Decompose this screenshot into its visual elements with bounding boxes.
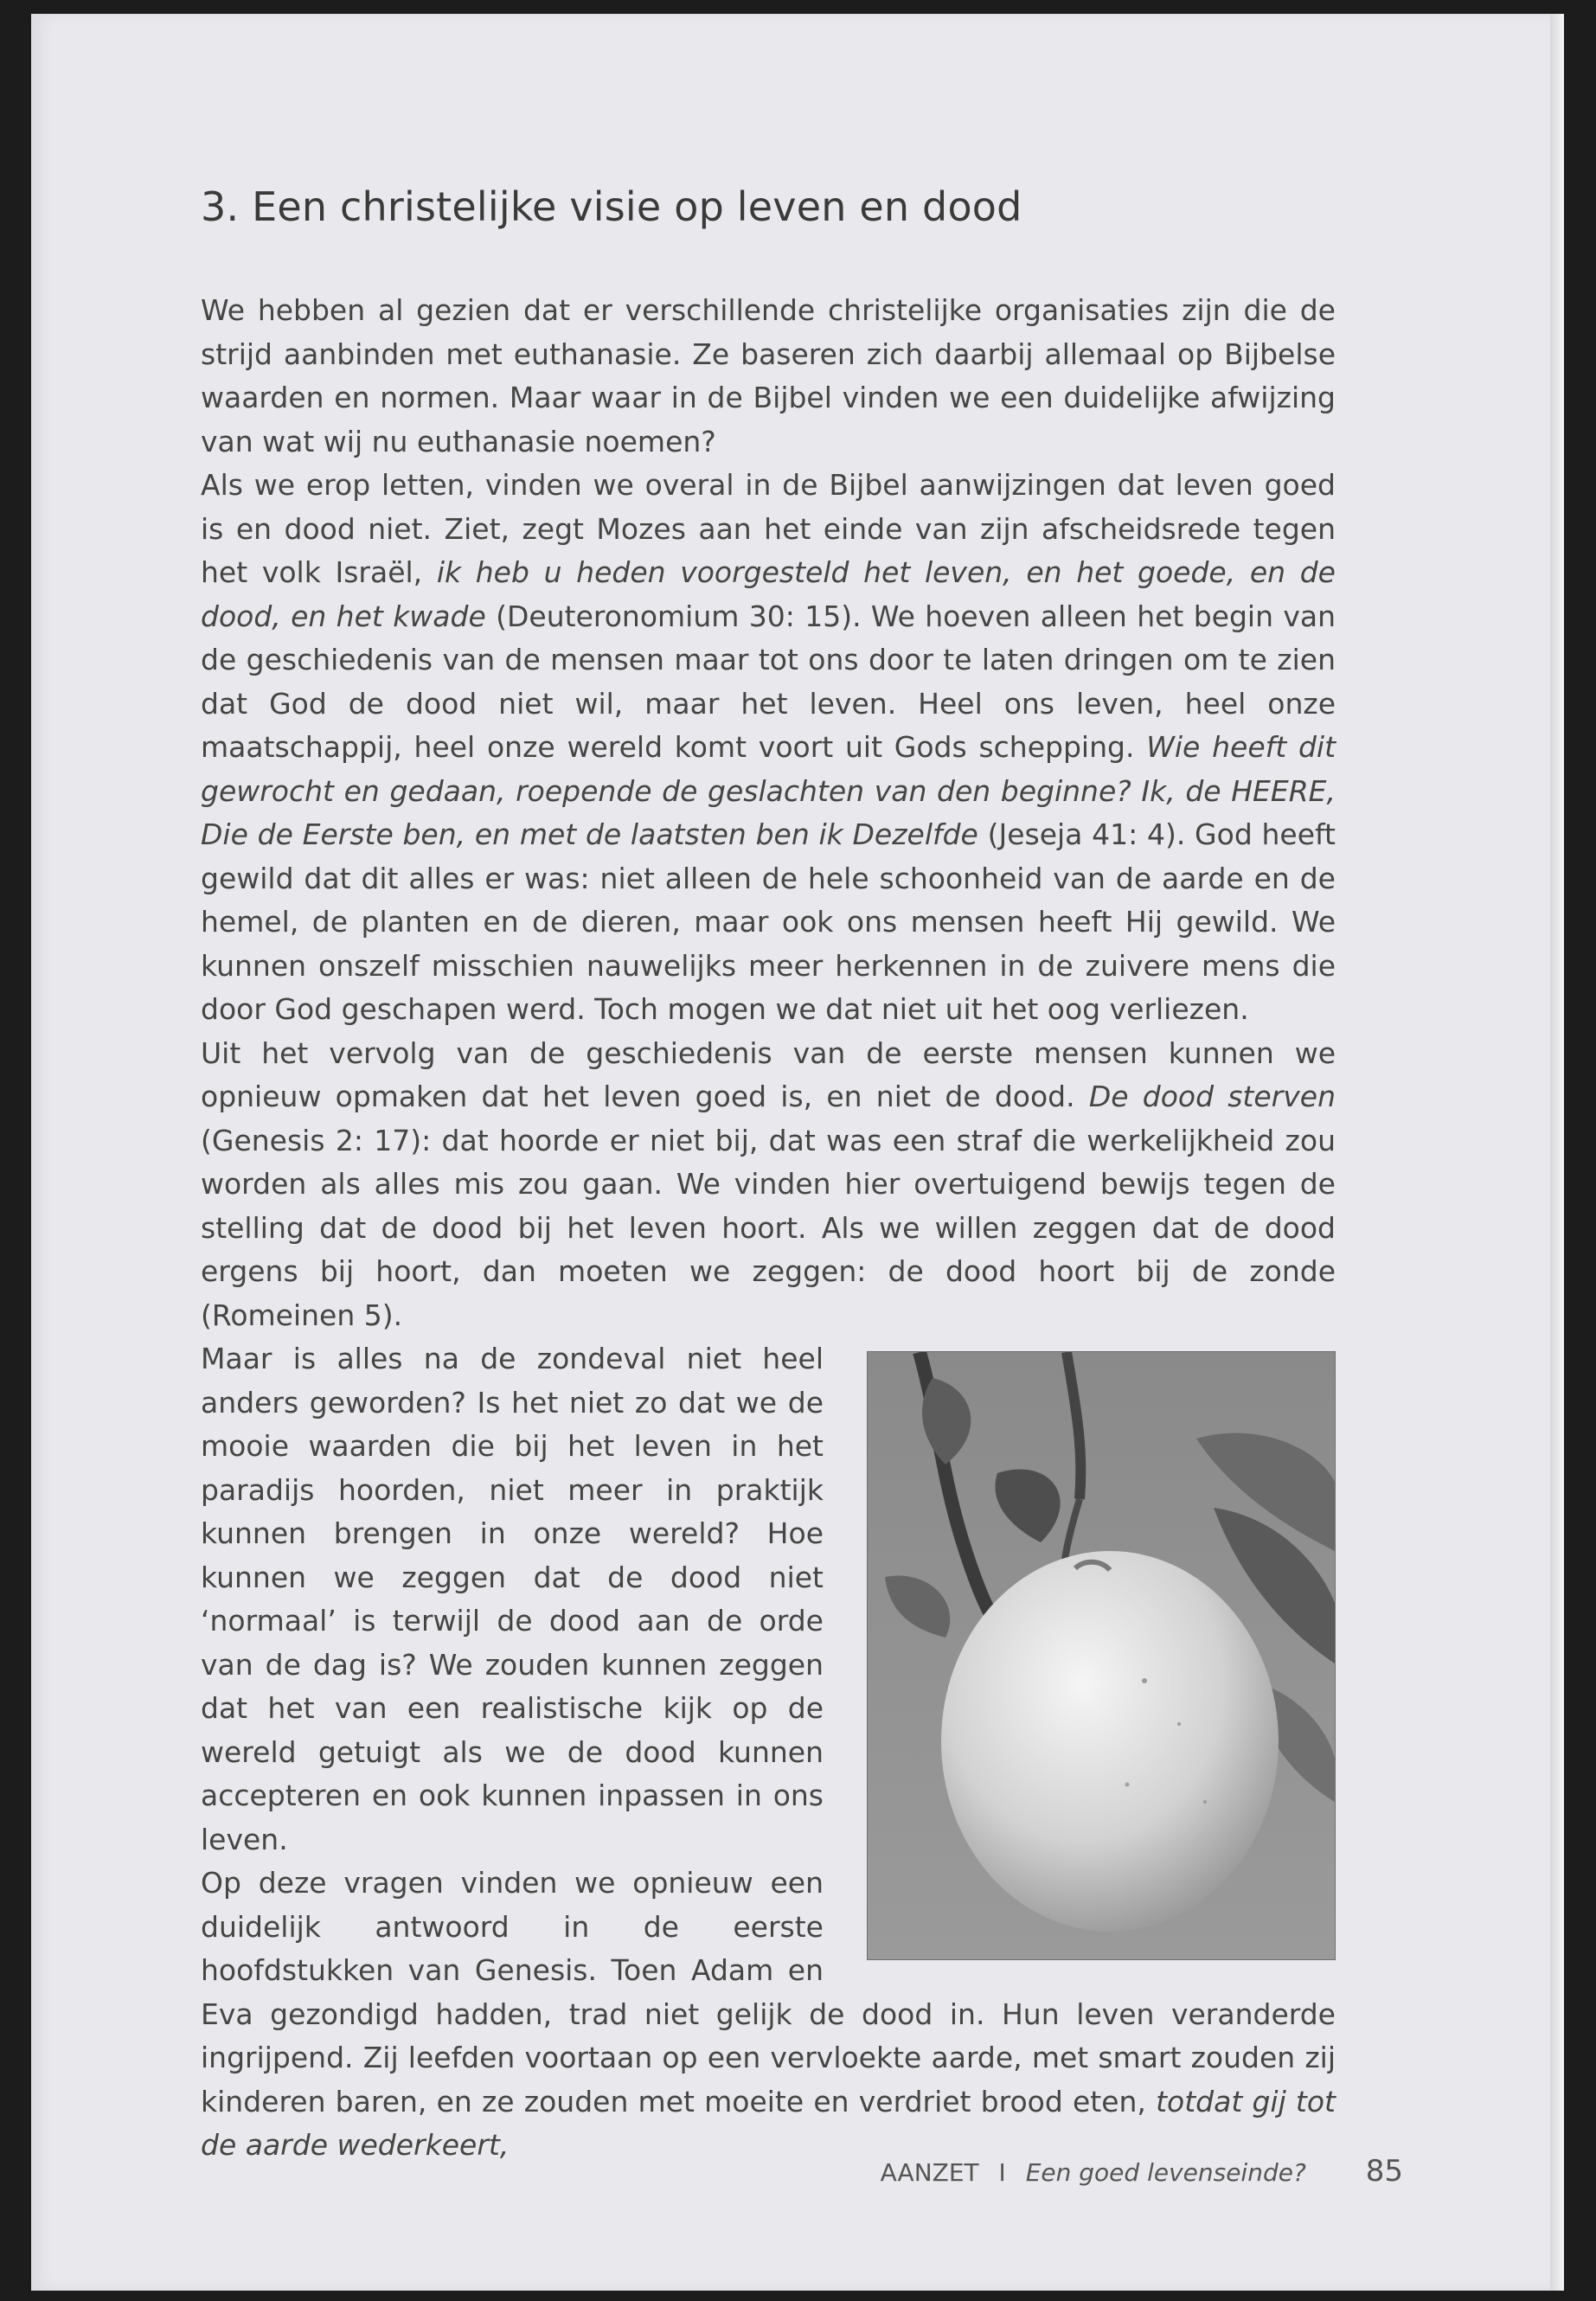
text-run: (Genesis 2: 17): dat hoorde er niet bij, dat was een straf die werkelijkheid zou worden als alles mis zou gaan. We vinden hier overtuigend bewijs tegen de stelling dat de dood bij het leven hoort. Als we willen zeggen dat de dood ergens bij hoort, dan moeten we zeggen: de dood hoort bij de zonde (Romeinen 5). xyxy=(201,1123,1336,1332)
text-run: Maar is alles na de zondeval niet heel anders geworden? Is het niet zo dat we de mooie waarden die bij het leven in het paradijs hoorden, niet meer in praktijk kunnen brengen in onze wereld? Hoe kunnen we zeggen dat de dood niet ‘normaal’ is terwijl de dood aan de orde van de dag is? We zouden kunnen zeggen dat het van een realistische kijk op de wereld getuigt als we de dood kunnen accepteren en ook kunnen inpassen in ons leven. xyxy=(201,1342,824,1856)
footer-book-title: Een goed levenseinde? xyxy=(1025,2158,1306,2187)
text-run: Op deze vragen vinden we opnieuw een duidelijk antwoord in de eerste hoofdstukken van Genesis. Toen Adam en Eva gezondigd hadden, trad niet gelijk de dood in. Hun leven veranderde ingrijpend. Zij leefden voortaan op een vervloekte aarde, met smart zouden zij kinderen baren, en ze zouden met moeite en verdriet brood eten, xyxy=(201,1866,1336,2118)
footer-separator: I xyxy=(998,2158,1006,2187)
footer-series: AANZET xyxy=(880,2158,979,2187)
italic-text-run: ik heb u heden voorgesteld het leven, en het goede, en de dood, en het kwade xyxy=(201,555,1336,633)
paragraph xyxy=(201,464,1336,1032)
section-heading: 3. Een christelijke visie op leven en dood xyxy=(201,183,1022,230)
book-page xyxy=(31,14,1564,2291)
page-number: 85 xyxy=(1365,2154,1403,2189)
text-run: We hebben al gezien dat er verschillende christelijke organisaties zijn die de strijd aanbinden met euthanasie. Ze baseren zich daarbij allemaal op Bijbelse waarden en normen. Maar waar in de Bijbel vinden we een duidelijke afwijzing van wat wij nu euthanasie noemen? xyxy=(201,293,1336,458)
apple-photo-image xyxy=(868,1352,1335,1959)
running-footer xyxy=(881,2154,1403,2189)
italic-text-run: totdat gij tot de aarde wederkeert, xyxy=(201,2084,1336,2162)
text-run: Als we erop letten, vinden we overal in de Bijbel aanwijzingen dat leven goed is en dood niet. Ziet, zegt Mozes aan het einde van zijn afscheidsrede tegen het volk Israël, xyxy=(201,468,1336,589)
text-run: (Deuteronomium 30: 15). We hoeven alleen het begin van de geschiedenis van de mensen maar tot ons door te laten dringen om te zien dat God de dood niet wil, maar het leven. Heel ons leven, heel onze maatschappij, heel onze wereld komt voort uit Gods schepping. xyxy=(201,599,1336,764)
body-text xyxy=(201,289,1336,2168)
paragraph xyxy=(201,289,1336,464)
italic-text-run: Wie heeft dit gewrocht en gedaan, roepende de geslachten van den beginne? Ik, de HEERE, Die de Eerste ben, en met de laatsten ben ik Dezelfde xyxy=(201,730,1336,851)
text-run: Uit het vervolg van de geschiedenis van de eerste mensen kunnen we opnieuw opmaken dat het leven goed is, en niet de dood. xyxy=(201,1035,1336,1113)
italic-text-run: De dood sterven xyxy=(1088,1080,1336,1113)
page-spine-edge xyxy=(1550,14,1564,2291)
text-run: (Jeseja 41: 4). God heeft gewild dat dit alles er was: niet alleen de hele schoonheid van de aarde en de hemel, de planten en de dieren, maar ook ons mensen heeft Hij gewild. We kunnen onszelf misschien nauwelijks meer herkennen in de zuivere mens die door God geschapen werd. Toch mogen we dat niet uit het oog verliezen. xyxy=(201,817,1336,1026)
paragraph xyxy=(201,1032,1336,1338)
apple-photo xyxy=(867,1351,1336,1960)
